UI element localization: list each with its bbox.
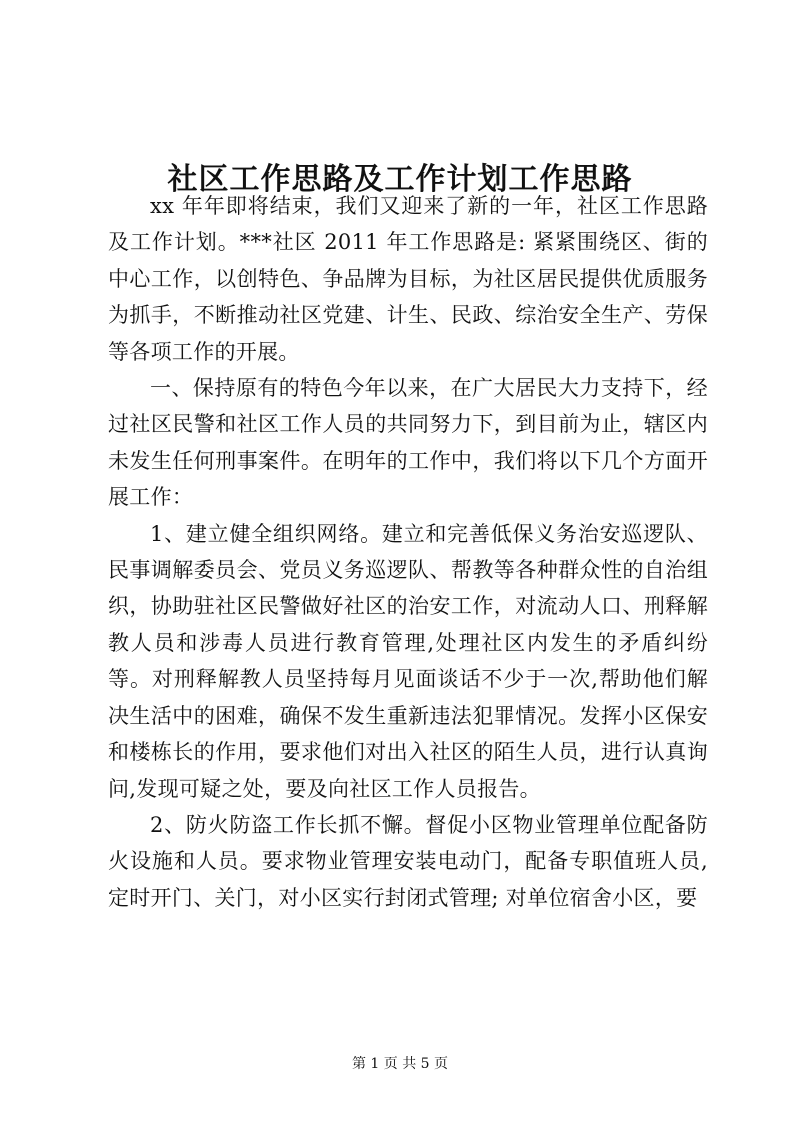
document-body — [108, 188, 708, 916]
paragraph-item-one: 1、建立健全组织网络。建立和完善低保义务治安巡逻队、民事调解委员会、党员义务巡逻队、帮教等各种群众性的自治组织，协助驻社区民警做好社区的治安工作，对流动人口、刑释解教人员和涉毒人员进行教育管理,处理社区内发生的矛盾纠纷等。对刑释解教人员坚持每月见面谈话不少于一次,帮助他们解决生活中的困难，确保不发生重新违法犯罪情况。发挥小区保安和楼栋长的作用，要求他们对出入社区的陌生人员，进行认真询问,发现可疑之处，要及向社区工作人员报告。 — [108, 521, 708, 801]
paragraph-intro: xx 年年即将结束，我们又迎来了新的一年，社区工作思路及工作计划。***社区 2011 年工作思路是: 紧紧围绕区、街的中心工作，以创特色、争品牌为目标，为社区居民提供优质服务为抓手，不断推动社区党建、计生、民政、综治安全生产、劳保等各项工作的开展。 — [108, 194, 708, 364]
paragraph-item-two: 2、防火防盗工作长抓不懈。督促小区物业管理单位配备防火设施和人员。要求物业管理安装电动门，配备专职值班人员,定时开门、关门，对小区实行封闭式管理; 对单位宿舍小区，要 — [108, 812, 708, 910]
page-footer: 第 1 页 共 5 页 — [351, 1056, 449, 1072]
paragraph-section-one: 一、保持原有的特色今年以来，在广大居民大力支持下，经过社区民警和社区工作人员的共同努力下，到目前为止，辖区内未发生任何刑事案件。在明年的工作中，我们将以下几个方面开展工作： — [108, 376, 708, 510]
document-title: 社区工作思路及工作计划工作思路 — [167, 162, 633, 198]
